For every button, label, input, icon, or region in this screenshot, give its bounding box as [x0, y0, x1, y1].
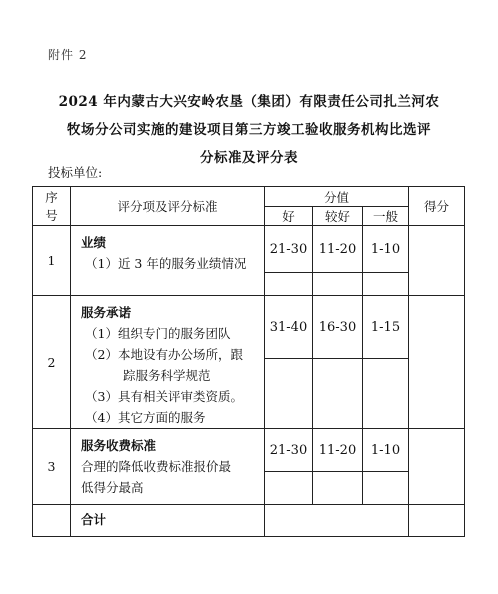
value-good: 21-30 [265, 429, 312, 472]
total-value-cell [265, 505, 409, 537]
document-title-line-1: 2024 年内蒙古大兴安岭农垦（集团）有限责任公司扎兰河农 [58, 94, 440, 110]
value-better: 16-30 [313, 296, 362, 359]
header-score-value: 分值 [265, 187, 409, 207]
header-good: 好 [265, 207, 313, 226]
row-heading: 服务收费标准 [81, 438, 157, 453]
row-item: 合理的降低收费标准报价最 [81, 459, 232, 474]
score-cell [409, 226, 465, 296]
table-row [33, 429, 465, 505]
row-index: 3 [33, 429, 71, 505]
header-score: 得分 [409, 187, 465, 226]
row-item: （2）本地设有办公场所，跟 [85, 347, 243, 362]
cell-average [363, 226, 409, 296]
total-score-cell [409, 505, 465, 537]
score-cell [409, 296, 465, 429]
cell-better [313, 226, 363, 296]
row-index: 2 [33, 296, 71, 429]
value-good: 31-40 [265, 296, 312, 359]
row-item: （4）其它方面的服务 [85, 410, 206, 425]
score-cell [409, 429, 465, 505]
row-item: 低得分最高 [81, 480, 144, 495]
header-index [33, 187, 71, 226]
row-criteria [71, 296, 265, 429]
header-criteria: 评分项及评分标准 [71, 187, 265, 226]
value-average: 1-10 [363, 226, 408, 273]
row-item-continued: 踪服务科学规范 [123, 368, 211, 383]
header-better: 较好 [313, 207, 363, 226]
table-row [33, 296, 465, 429]
row-index: 1 [33, 226, 71, 296]
total-label: 合计 [81, 512, 107, 527]
cell-better [313, 429, 363, 505]
value-average: 1-10 [363, 429, 408, 472]
header-average: 一般 [363, 207, 409, 226]
row-heading: 服务承诺 [81, 305, 132, 320]
header-index-line-1: 序 [45, 190, 58, 205]
cell-good [265, 296, 313, 429]
cell-average [363, 429, 409, 505]
row-criteria [71, 226, 265, 296]
document-title-line-2: 牧场分公司实施的建设项目第三方竣工验收服务机构比选评 [67, 122, 431, 138]
cell-average [363, 296, 409, 429]
total-index-cell [33, 505, 71, 537]
row-item: （3）具有相关评审类资质。 [85, 389, 243, 404]
row-item: （1）近 3 年的服务业绩情况 [85, 256, 247, 271]
cell-better [313, 296, 363, 429]
value-average: 1-15 [363, 296, 408, 359]
value-good: 21-30 [265, 226, 312, 273]
value-better: 11-20 [313, 429, 362, 472]
attachment-label: 附件 2 [48, 48, 88, 62]
bidder-label: 投标单位: [48, 165, 103, 180]
scoring-table [32, 186, 465, 537]
header-index-line-2: 号 [45, 208, 58, 223]
document-title-line-3: 分标准及评分表 [200, 150, 298, 166]
table-row [33, 226, 465, 296]
value-better: 11-20 [313, 226, 362, 273]
total-row [33, 505, 465, 537]
row-heading: 业绩 [81, 235, 107, 250]
cell-good [265, 429, 313, 505]
cell-good [265, 226, 313, 296]
row-item: （1）组织专门的服务团队 [85, 326, 231, 341]
row-criteria [71, 429, 265, 505]
total-label-cell [71, 505, 265, 537]
